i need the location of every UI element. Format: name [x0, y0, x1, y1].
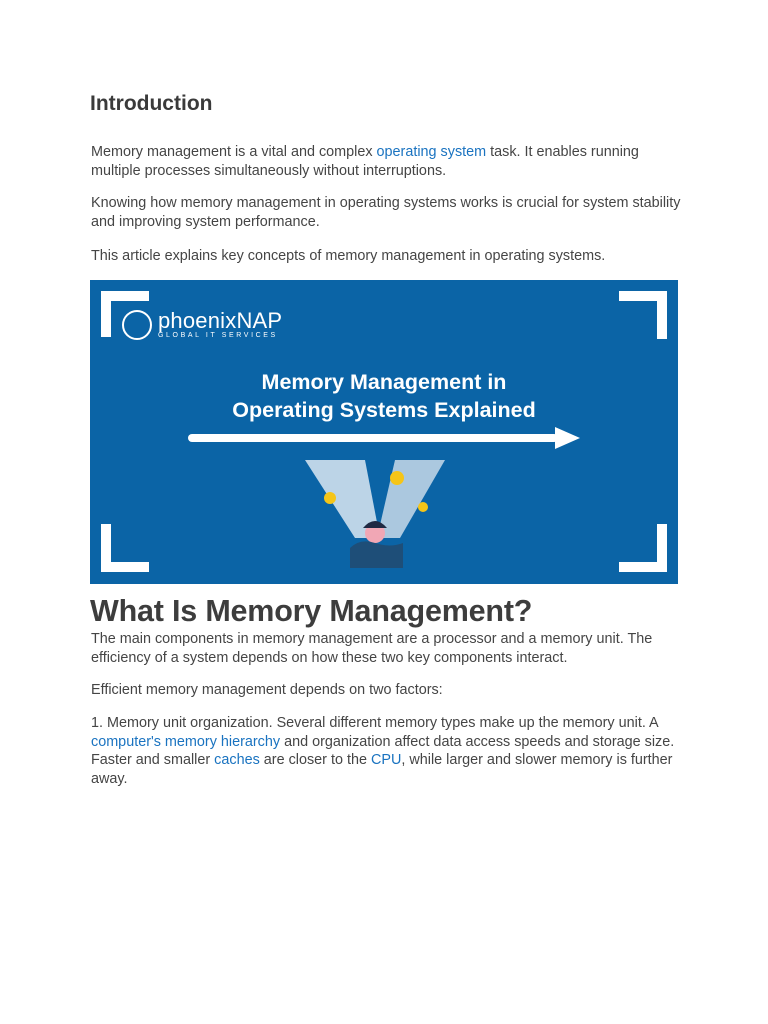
cpu-link[interactable]: CPU [370, 752, 402, 768]
arrowhead-icon [555, 427, 580, 449]
frame-corner [619, 524, 667, 572]
phoenixnap-logo [122, 310, 282, 340]
intro-paragraph-3: This article explains key concepts of memory management in operating systems. [91, 248, 606, 264]
caches-link[interactable]: caches [214, 752, 260, 768]
text: , while larger and slower memory is further away. [91, 752, 673, 787]
text: Memory management is a vital and complex [91, 144, 377, 160]
logo-name: phoenixNAP [158, 308, 283, 333]
arrow-icon [188, 434, 558, 442]
article-banner-image [90, 280, 678, 584]
intro-heading: Introduction [90, 92, 213, 115]
illustration-person-icon [305, 458, 455, 568]
section-paragraph-2: Efficient memory management depends on two factors: [91, 682, 443, 698]
text: task. It enables running multiple processes simultaneously without interruptions. [91, 144, 639, 179]
intro-paragraph-2: Knowing how memory management in operating systems works is crucial for system stability and improving system performance. [91, 195, 681, 230]
section-heading: What Is Memory Management? [90, 594, 533, 628]
section-paragraph-1: The main components in memory management are a processor and a memory unit. The efficiency of a system depends on how these two key components interact. [91, 631, 653, 666]
text: and organization affect data access speeds and storage size. Faster and smaller [91, 733, 675, 768]
globe-icon [122, 310, 152, 340]
logo-tagline: GLOBAL IT SERVICES [158, 332, 278, 339]
frame-corner [619, 291, 667, 339]
banner-title [90, 368, 678, 424]
memory-hierarchy-link[interactable]: computer's memory hierarchy [91, 733, 281, 750]
banner-title-line: Operating Systems Explained [232, 398, 536, 422]
intro-paragraph-1 [91, 143, 681, 180]
frame-corner [101, 524, 149, 572]
operating-system-link[interactable]: operating system [376, 144, 487, 160]
section-paragraph-3 [91, 714, 681, 788]
text: are closer to the [259, 752, 371, 768]
text: 1. Memory unit organization. Several different memory types make up the memory unit. A [91, 715, 658, 731]
banner-title-line: Memory Management in [261, 370, 507, 394]
